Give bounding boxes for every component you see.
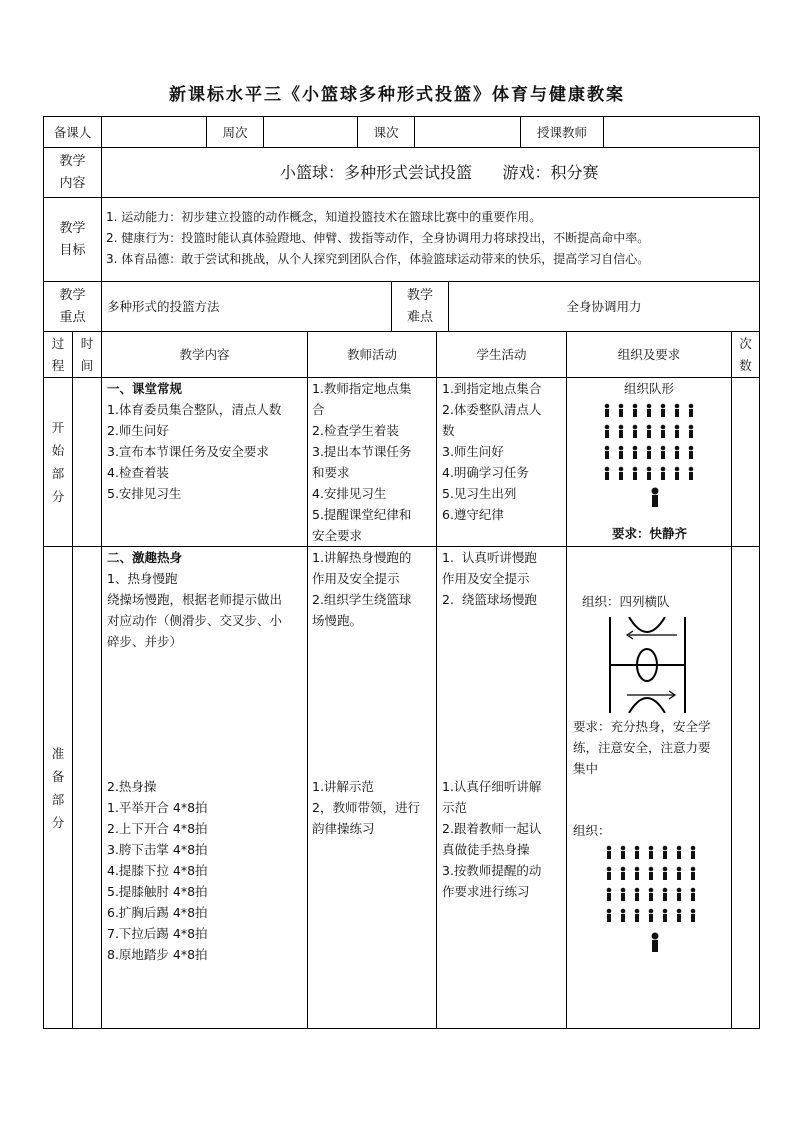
prep-teacher-1: [312, 547, 435, 631]
list-item: 2.检查学生着装: [312, 423, 399, 438]
col-time-a: 时: [80, 335, 94, 351]
col-student: 学生活动: [476, 347, 527, 362]
difficulty-label-a: 教学: [406, 287, 433, 303]
list-item: 对应动作（侧滑步、交叉步、小: [107, 613, 283, 628]
person-icon: [677, 909, 682, 922]
list-item: 碎步、并步）: [107, 634, 183, 649]
person-icon: [647, 404, 652, 417]
stage-char: 部: [51, 791, 65, 807]
person-icon: [675, 425, 680, 438]
list-item: 6.遵守纪律: [442, 507, 504, 522]
person-icon: [635, 846, 640, 859]
person-icon: [607, 867, 612, 880]
week-label: 周次: [222, 124, 248, 140]
list-item: 6.扩胸后踢 4*8拍: [107, 905, 208, 920]
person-icon: [663, 867, 668, 880]
stage-char: 开: [51, 420, 65, 435]
person-icon: [605, 467, 610, 480]
col-process-b: 程: [51, 357, 65, 373]
lesson-field[interactable]: [415, 117, 520, 147]
person-icon: [633, 404, 638, 417]
formation-figure-2: [567, 843, 731, 955]
grid-line: [101, 331, 102, 1029]
grid-line: [731, 331, 732, 1029]
list-item: 1. 认真听讲慢跑: [442, 550, 537, 565]
difficulty-text: 全身协调用力: [566, 299, 642, 314]
col-time: [73, 332, 101, 377]
start-content: [107, 378, 305, 504]
list-item: 3.提出本节课任务: [312, 444, 412, 459]
col-count-a: 次: [739, 335, 752, 351]
list-item: 2.跟着教师一起认: [442, 821, 542, 836]
list-item: 5.提醒课堂纪律和: [312, 507, 412, 522]
section-heading: 二、激趣热身: [107, 550, 183, 565]
person-icon: [691, 846, 696, 859]
goal-item: 2. 健康行为：投篮时能认真体验蹬地、伸臂、拨指等动作，全身协调用力将球投出，不断提高命中率。: [106, 231, 650, 245]
list-item: 作用及安全提示: [312, 571, 400, 586]
teacher-label: 授课教师: [536, 124, 587, 140]
list-item: 集中: [573, 761, 599, 776]
list-item: 韵律操练习: [312, 821, 375, 836]
person-icon: [675, 404, 680, 417]
list-item: 1.教师指定地点集: [312, 381, 412, 396]
stage-char: 备: [51, 768, 65, 784]
key-label-b: 重点: [59, 309, 86, 325]
person-icon: [619, 446, 624, 459]
person-icon: [607, 909, 612, 922]
goal-item: 3. 体育品德：敢于尝试和挑战，从个人探究到团队合作，体验篮球运动带来的快乐，提高学习自信心。: [106, 252, 650, 266]
person-icon: [677, 867, 682, 880]
person-icon: [619, 467, 624, 480]
col-process: [44, 332, 72, 377]
col-content: 教学内容: [179, 347, 230, 362]
prep-label: 备课人: [53, 124, 92, 140]
list-item: 数: [442, 423, 455, 438]
person-icon: [633, 425, 638, 438]
list-item: 3.按教师提醒的动: [442, 863, 542, 878]
list-item: 5.见习生出列: [442, 486, 517, 501]
list-item: 3.师生问好: [442, 444, 504, 459]
stage-char: 分: [51, 489, 65, 504]
list-item: 1、热身慢跑: [107, 571, 178, 586]
grid-line: [43, 197, 760, 198]
person-icon: [661, 404, 666, 417]
prep-field[interactable]: [102, 117, 206, 147]
list-item: 作用及安全提示: [442, 571, 530, 586]
person-icon: [647, 467, 652, 480]
person-icon: [675, 446, 680, 459]
list-item: 7.下拉后踢 4*8拍: [107, 926, 208, 941]
person-icon: [661, 446, 666, 459]
list-item: 1.平举开合 4*8拍: [107, 800, 208, 815]
prep-org-title-2: 组织：: [573, 823, 611, 838]
list-item: 1.讲解示范: [312, 779, 374, 794]
list-item: 4.明确学习任务: [442, 465, 529, 480]
list-item: 真做徒手热身操: [442, 842, 530, 857]
person-icon: [607, 846, 612, 859]
col-count-b: 数: [739, 357, 752, 373]
court-diagram: [607, 617, 697, 713]
goals-label-b: 目标: [59, 242, 86, 258]
prep-student-1: [442, 547, 565, 610]
list-item: 安全要求: [312, 528, 363, 543]
list-item: 4.安排见习生: [312, 486, 387, 501]
list-item: 2.热身操: [107, 779, 157, 794]
person-icon: [621, 909, 626, 922]
list-item: 2.上下开合 4*8拍: [107, 821, 208, 836]
list-item: 练，注意安全，注意力要: [573, 740, 711, 755]
person-icon: [635, 909, 640, 922]
start-org: [567, 378, 731, 546]
person-icon: [649, 867, 654, 880]
person-icon: [663, 846, 668, 859]
list-item: 示范: [442, 800, 468, 815]
start-teacher: [312, 378, 435, 546]
key-text: 多种形式的投篮方法: [107, 299, 220, 314]
list-item: 2.组织学生绕篮球: [312, 592, 412, 607]
person-icon: [647, 425, 652, 438]
stage-char: 部: [51, 466, 65, 481]
person-icon: [621, 888, 626, 901]
list-item: 合: [312, 402, 325, 417]
person-icon: [691, 909, 696, 922]
prep-org-title-1: 组织：四列横队: [582, 594, 670, 609]
week-field[interactable]: [264, 117, 357, 147]
difficulty-label: [392, 282, 448, 331]
list-item: 2，教师带领，进行: [312, 800, 420, 815]
person-icon: [649, 888, 654, 901]
org-title: 组织队形: [623, 381, 674, 396]
key-label: [44, 282, 101, 331]
section-heading: 一、课堂常规: [107, 381, 183, 396]
person-icon: [633, 467, 638, 480]
formation-figure: [567, 399, 731, 511]
goals-list: [106, 207, 756, 270]
key-label-a: 教学: [59, 287, 86, 303]
person-icon: [675, 467, 680, 480]
grid-line: [43, 1028, 760, 1029]
list-item: 要求：充分热身，安全学: [573, 719, 711, 734]
teacher-field[interactable]: [604, 117, 759, 147]
prep-student-2: [442, 776, 565, 902]
grid-line: [307, 331, 308, 1029]
person-icon: [605, 425, 610, 438]
list-item: 和要求: [312, 465, 350, 480]
person-icon: [663, 888, 668, 901]
person-icon: [621, 846, 626, 859]
content-label-b: 内容: [59, 175, 86, 191]
teacher-icon: [652, 488, 659, 508]
list-item: 1.认真仔细听讲解: [442, 779, 542, 794]
person-icon: [619, 425, 624, 438]
person-icon: [605, 404, 610, 417]
content-text: 小篮球：多种形式尝试投篮 游戏：积分赛: [280, 163, 599, 182]
list-item: 5.提膝触肘 4*8拍: [107, 884, 208, 899]
person-icon: [635, 888, 640, 901]
stage-char: 始: [51, 443, 65, 458]
person-icon: [649, 909, 654, 922]
stage-start: [44, 378, 72, 546]
prep-teacher-2: [312, 776, 435, 839]
person-icon: [619, 404, 624, 417]
person-icon: [691, 888, 696, 901]
lesson-label: 课次: [373, 124, 399, 140]
col-teacher: 教师活动: [346, 347, 397, 362]
grid-line: [436, 331, 437, 1029]
person-icon: [691, 867, 696, 880]
list-item: 2.体委整队清点人: [442, 402, 542, 417]
person-icon: [689, 446, 694, 459]
col-org: 组织及要求: [617, 347, 681, 362]
person-icon: [633, 446, 638, 459]
person-icon: [649, 846, 654, 859]
list-item: 2.师生问好: [107, 423, 169, 438]
org-require: 要求：快静齐: [612, 526, 688, 541]
person-icon: [661, 425, 666, 438]
stage-char: 分: [51, 814, 65, 830]
person-icon: [689, 425, 694, 438]
list-item: 4.检查着装: [107, 465, 169, 480]
goals-label-a: 教学: [59, 220, 86, 236]
grid-line: [101, 147, 102, 331]
prep-content-2: [107, 776, 305, 965]
person-icon: [661, 467, 666, 480]
prep-content-1: [107, 547, 305, 652]
goals-label: [44, 198, 101, 281]
list-item: 2. 绕篮球场慢跑: [442, 592, 537, 607]
page-title: 新课标水平三《小篮球多种形式投篮》体育与健康教案: [169, 85, 625, 105]
list-item: 场慢跑。: [312, 613, 363, 628]
stage-prep: [44, 547, 72, 1028]
col-count: [732, 332, 759, 377]
list-item: 绕操场慢跑，根据老师提示做出: [107, 592, 283, 607]
person-icon: [621, 867, 626, 880]
stage-char: 准: [51, 745, 65, 761]
person-icon: [689, 467, 694, 480]
list-item: 4.提膝下拉 4*8拍: [107, 863, 208, 878]
person-icon: [605, 446, 610, 459]
content-label-a: 教学: [59, 153, 86, 169]
list-item: 3.宣布本节课任务及安全要求: [107, 444, 269, 459]
list-item: 1.到指定地点集合: [442, 381, 542, 396]
difficulty-label-b: 难点: [406, 309, 433, 325]
person-icon: [635, 867, 640, 880]
col-time-b: 间: [80, 357, 94, 373]
grid-line: [759, 116, 760, 1029]
list-item: 8.原地踏步 4*8拍: [107, 947, 208, 962]
grid-line: [72, 331, 73, 1029]
person-icon: [607, 888, 612, 901]
person-icon: [677, 888, 682, 901]
person-icon: [647, 446, 652, 459]
list-item: 1.体育委员集合整队，清点人数: [107, 402, 282, 417]
person-icon: [677, 846, 682, 859]
list-item: 5.安排见习生: [107, 486, 182, 501]
content-label: [44, 148, 101, 197]
person-icon: [663, 909, 668, 922]
list-item: 作要求进行练习: [442, 884, 530, 899]
prep-org-require-1: [573, 716, 729, 779]
list-item: 3.胯下击掌 4*8拍: [107, 842, 208, 857]
start-student: [442, 378, 565, 525]
goal-item: 1. 运动能力：初步建立投篮的动作概念，知道投篮技术在篮球比赛中的重要作用。: [106, 210, 542, 224]
list-item: 1.讲解热身慢跑的: [312, 550, 412, 565]
teacher-icon: [652, 933, 659, 953]
col-process-a: 过: [51, 335, 65, 351]
person-icon: [689, 404, 694, 417]
